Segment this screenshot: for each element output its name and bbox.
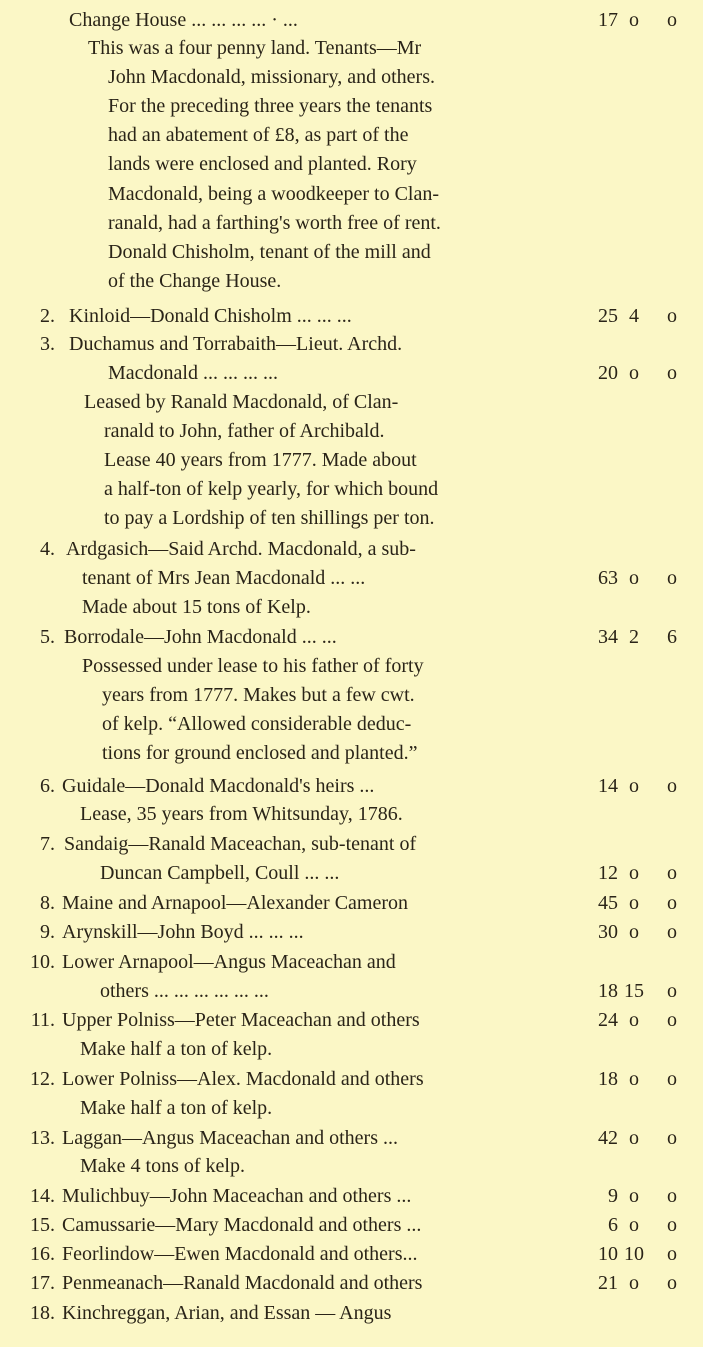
entry-line [0,859,703,888]
entry-line [0,150,703,179]
amount-pence: o [667,567,677,589]
entry-line [0,180,703,209]
entry-note-text: had an abatement of £8, as part of the [108,124,409,146]
entry-number: 8. [40,892,55,914]
entry-line [0,948,703,977]
entry-note-text: Make half a ton of kelp. [80,1097,273,1119]
entry-note-text: This was a four penny land. Tenants—Mr [88,37,422,59]
entry-line [0,1299,703,1328]
entry-line [0,739,703,768]
entry-note-text: lands were enclosed and planted. Rory [108,153,417,175]
entry-line [0,830,703,859]
amount-pounds: 10 [598,1243,618,1265]
amount-shillings: o [629,1185,639,1207]
entry-text: tenant of Mrs Jean Macdonald ... ... [82,567,366,589]
entry-note-text: ranald, had a farthing's worth free of rent. [108,212,441,234]
amount-pence: o [667,775,677,797]
entry-text: Change House ... ... ... ... · ... [69,9,298,31]
amount-shillings: o [629,892,639,914]
entry-text: Feorlindow—Ewen Macdonald and others... [62,1243,418,1265]
entry-line [0,238,703,267]
entry-number: 17. [30,1272,55,1294]
entry-line [0,504,703,533]
entry-note-text: a half-ton of kelp yearly, for which bound [104,478,439,500]
entry-text: Laggan—Angus Maceachan and others ... [62,1127,398,1149]
entry-line [0,388,703,417]
entry-note-text: John Macdonald, missionary, and others. [108,66,435,88]
entry-number: 16. [30,1243,55,1265]
entry-note-text: of the Change House. [108,270,282,292]
amount-shillings: o [629,1009,639,1031]
entry-text: Macdonald ... ... ... ... [108,362,278,384]
amount-shillings: o [629,862,639,884]
entry-line [0,1124,703,1153]
entry-line [0,800,703,829]
entry-text: Kinloid—Donald Chisholm ... ... ... [69,305,352,327]
entry-number: 14. [30,1185,55,1207]
entry-number: 11. [30,1009,55,1031]
entry-note-text: Make 4 tons of kelp. [80,1155,245,1177]
amount-shillings: o [629,362,639,384]
entry-line [0,417,703,446]
amount-pounds: 6 [608,1214,618,1236]
entry-note-text: Lease, 35 years from Whitsunday, 1786. [80,803,403,825]
entry-line [0,535,703,564]
entry-line [0,34,703,63]
amount-shillings: o [629,775,639,797]
amount-pounds: 24 [598,1009,618,1031]
entry-line [0,681,703,710]
entry-note-text: years from 1777. Makes but a few cwt. [102,684,415,706]
entry-line [0,209,703,238]
entry-line [0,6,703,35]
entry-line [0,1240,703,1269]
entry-line [0,1094,703,1123]
entry-line [0,92,703,121]
entry-number: 18. [30,1302,55,1324]
entry-number: 7. [40,833,55,855]
entry-note-text: to pay a Lordship of ten shillings per ton. [104,507,435,529]
entry-number: 3. [40,333,55,355]
entry-line [0,330,703,359]
entry-line [0,1152,703,1181]
entry-line [0,889,703,918]
amount-shillings: 4 [629,305,639,327]
entry-text: Mulichbuy—John Maceachan and others ... [62,1185,412,1207]
entry-line [0,121,703,150]
amount-pence: o [667,1214,677,1236]
entry-text: Borrodale—John Macdonald ... ... [64,626,337,648]
entry-number: 6. [40,775,55,797]
entry-number: 13. [30,1127,55,1149]
entry-line [0,1211,703,1240]
entry-line [0,1065,703,1094]
amount-pounds: 18 [598,980,618,1002]
entry-text: Lower Arnapool—Angus Maceachan and [62,951,396,973]
entry-note-text: Donald Chisholm, tenant of the mill and [108,241,431,263]
amount-shillings: o [629,921,639,943]
amount-pounds: 17 [598,9,618,31]
entry-line [0,710,703,739]
entry-text: Ardgasich—Said Archd. Macdonald, a sub- [66,538,416,560]
entry-note-text: For the preceding three years the tenants [108,95,433,117]
entry-line [0,623,703,652]
entry-line [0,1035,703,1064]
entry-line [0,652,703,681]
amount-pounds: 20 [598,362,618,384]
entry-number: 4. [40,538,55,560]
entry-number: 10. [30,951,55,973]
entry-note-text: of kelp. “Allowed considerable deduc- [102,713,412,735]
entry-line [0,564,703,593]
entry-note-text: tions for ground enclosed and planted.” [102,742,418,764]
amount-pounds: 9 [608,1185,618,1207]
amount-shillings: o [629,1127,639,1149]
entry-line [0,1269,703,1298]
entry-line [0,593,703,622]
entry-text: Kinchreggan, Arian, and Essan — Angus [62,1302,392,1324]
entry-text: Duchamus and Torrabaith—Lieut. Archd. [69,333,403,355]
entry-note-text: Possessed under lease to his father of forty [82,655,424,677]
entry-note-text: Lease 40 years from 1777. Made about [104,449,417,471]
entry-line [0,918,703,947]
amount-pounds: 12 [598,862,618,884]
entry-note-text: Make half a ton of kelp. [80,1038,273,1060]
amount-pence: o [667,1009,677,1031]
entry-text: Upper Polniss—Peter Maceachan and others [62,1009,420,1031]
entry-number: 15. [30,1214,55,1236]
entry-text: others ... ... ... ... ... ... [100,980,269,1002]
amount-pence: o [667,1243,677,1265]
entry-line [0,475,703,504]
amount-pounds: 14 [598,775,618,797]
amount-pence: o [667,1127,677,1149]
amount-pounds: 18 [598,1068,618,1090]
entry-note-text: Made about 15 tons of Kelp. [82,596,311,618]
amount-pounds: 45 [598,892,618,914]
entry-text: Lower Polniss—Alex. Macdonald and others [62,1068,424,1090]
entry-line [0,1182,703,1211]
amount-pence: o [667,1068,677,1090]
amount-pounds: 30 [598,921,618,943]
amount-pence: o [667,9,677,31]
amount-pounds: 21 [598,1272,618,1294]
entry-text: Guidale—Donald Macdonald's heirs ... [62,775,375,797]
amount-pence: o [667,1185,677,1207]
amount-pence: o [667,1272,677,1294]
entry-note-text: Macdonald, being a woodkeeper to Clan- [108,183,440,205]
amount-shillings: o [629,9,639,31]
amount-shillings: 2 [629,626,639,648]
entry-note-text: Leased by Ranald Macdonald, of Clan- [84,391,399,413]
amount-pence: o [667,362,677,384]
entry-number: 2. [40,305,55,327]
amount-pence: o [667,921,677,943]
amount-pounds: 63 [598,567,618,589]
entry-line [0,359,703,388]
amount-pounds: 34 [598,626,618,648]
amount-shillings: 15 [624,980,644,1002]
amount-shillings: o [629,567,639,589]
amount-pounds: 25 [598,305,618,327]
entry-line [0,302,703,331]
amount-pounds: 42 [598,1127,618,1149]
entry-text: Maine and Arnapool—Alexander Cameron [62,892,409,914]
entry-text: Sandaig—Ranald Maceachan, sub-tenant of [64,833,417,855]
entry-line [0,446,703,475]
amount-shillings: 10 [624,1243,644,1265]
amount-pence: o [667,305,677,327]
amount-pence: o [667,862,677,884]
entry-text: Arynskill—John Boyd ... ... ... [62,921,304,943]
amount-pence: o [667,980,677,1002]
entry-text: Camussarie—Mary Macdonald and others ... [62,1214,422,1236]
entry-number: 5. [40,626,55,648]
entry-line [0,977,703,1006]
entry-number: 9. [40,921,55,943]
entry-line [0,1006,703,1035]
entry-line [0,63,703,92]
entry-line [0,267,703,296]
entry-text: Duncan Campbell, Coull ... ... [100,862,340,884]
amount-shillings: o [629,1272,639,1294]
amount-shillings: o [629,1068,639,1090]
amount-pence: 6 [667,626,677,648]
entry-line [0,772,703,801]
amount-shillings: o [629,1214,639,1236]
entry-number: 12. [30,1068,55,1090]
entry-note-text: ranald to John, father of Archibald. [104,420,385,442]
entry-text: Penmeanach—Ranald Macdonald and others [62,1272,423,1294]
amount-pence: o [667,892,677,914]
